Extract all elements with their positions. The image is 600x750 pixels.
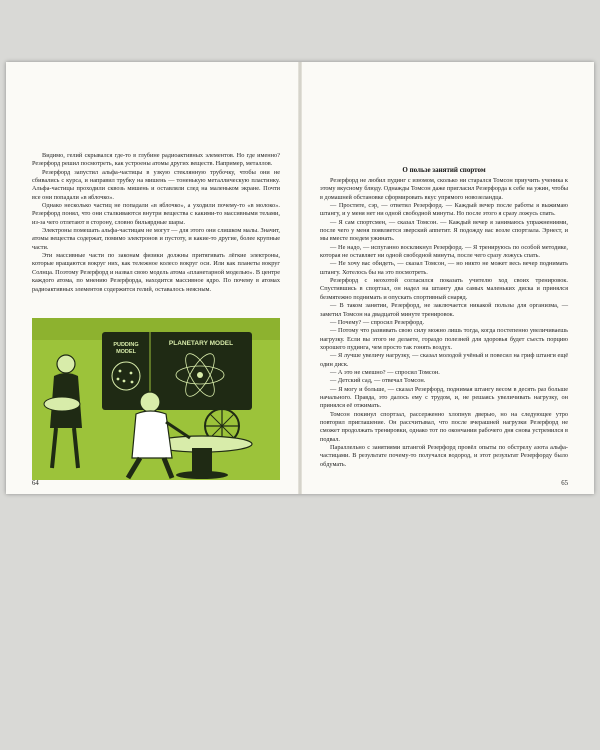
paragraph: — Я могу и больше, — сказал Резерфорд, поднимая штангу весом в десять раз больше начального. Правда, это далось ему с трудом, и, не решаясь увеличивать нагрузку, он принялся её отжимать. bbox=[320, 385, 568, 410]
paragraph: — Я сам спортсмен, — сказал Томсон. — Каждый вечер я занимаюсь упражнениями, после чего у меня появляется зверский аппетит. Я подожду вас возле спортзала. Эрнест, и мы вместе поедем ужинать. bbox=[320, 218, 568, 243]
paragraph: Резерфорд запустил альфа-частицы в узкую стеклянную трубочку, чтобы они не сбивались с курса, и направил трубку на мишень — тоненькую металлическую пластинку. Альфа-частицы проходили сквозь мишень и оставляли след на маленьком экране. Почти все они попадали «в яблочко». bbox=[32, 168, 280, 201]
page-number-left: 64 bbox=[32, 480, 39, 487]
paragraph: Эти массивные части по законам физики должны притягивать лёгкие электроны, которые вращаются вокруг них, как тележное колесо вокруг оси. Или как планеты вокруг Солнца. Поэтому Резерфорд и назвал свою модель атома «планетарной моделью». В центре каждого атома, по мнению Резерфорда, находится массивное ядро. По почему в атомах радиоактивных элементов содержится гелий, оставалось неясным. bbox=[32, 252, 280, 293]
paragraph: — Не хочу вас обидеть, — сказал Томсон, — но никто не может весь вечер поднимать штангу. Хотелось бы на это посмотреть. bbox=[320, 260, 568, 276]
paragraph: Томсон покинул спортзал, рассерженно хлопнув дверью, но на следующее утро повторил приглашение. Он рассчитывал, что после вчерашней нагрузки Резерфорд не сможет продолжать тренировки, однако тот по окончании рабочего дня снова устремился в подвал. bbox=[320, 410, 568, 443]
right-page-text bbox=[320, 177, 568, 469]
paragraph: Параллельно с занятиями штангой Резерфорд провёл опыты по обстрелу азота альфа-частицами. В результате почему-то получался водород, и этот результат Резерфорду было обдумать. bbox=[320, 444, 568, 468]
chapter-heading: О пользе занятий спортом bbox=[402, 166, 486, 174]
book-spread bbox=[6, 62, 594, 494]
paragraph: Однако несколько частиц не попадали «в яблочко», а уходили почему-то «в молоко». Резерфорд понял, что они сталкиваются внутри вещества с какими-то массивными телами, из-за чего отлетают в сторону, словно бильярдные шары. bbox=[32, 202, 280, 226]
paragraph: — Потому что развивать свою силу можно лишь тогда, когда постепенно увеличиваешь нагрузку. Если вы этого не делаете, гораздо полезней для здоровья будет съесть порцию хорошего пудинга, чем просто так гонять воздух. bbox=[320, 327, 568, 351]
paragraph: — В таком занятии, Резерфорд, не заключается никакой пользы для организма, — заметил Томсон на двадцатой минуте тренировок. bbox=[320, 302, 568, 318]
paragraph: — Почему? — спросил Резерфорд. bbox=[330, 318, 425, 326]
page-number-right: 65 bbox=[561, 480, 568, 487]
paragraph: Видимо, гелий скрывался где-то в глубине радиоактивных элементов. Но где именно? Резерфорд решил посмотреть, как устроены атомы других веществ. Например, металлов. bbox=[32, 152, 280, 168]
paragraph: — Я лучше увеличу нагрузку, — сказал молодой учёный и повесил на гриф штанги ещё один диск. bbox=[320, 352, 568, 368]
rutherford-illustration bbox=[32, 318, 280, 480]
paragraph: Резерфорд с неохотой согласился показать учителю ход своих тренировок. Спустившись в спортзал, он надел на штангу два самых маленьких диска и принялся безмятежно поднимать и опускать спортивный снаряд. bbox=[320, 277, 568, 301]
left-page bbox=[6, 62, 300, 494]
paragraph: — Не надо, — испуганно воскликнул Резерфорд. — Я тренируюсь по особой методике, которая не оставляет ни одной свободной минуты, после чего сразу ложусь спать. bbox=[320, 243, 568, 260]
paragraph: — Простите, сэр, — ответил Резерфорд. — Каждый вечер после работы я выжимаю штангу, и у меня нет ни одной свободной минуты. Но после этого я сразу ложусь спать. bbox=[320, 202, 568, 218]
paragraph: Электроны помешать альфа-частицам не могут — для этого они слишком малы. Значит, атомы вещества содержат, помимо электронов и пустоту, и какие-то другие, более крупные части. bbox=[32, 227, 280, 251]
board-label-pudding: PUDDING bbox=[113, 342, 139, 348]
paragraph: Резерфорд не любил пудинг с изюмом, сколько ни старался Томсон приучить ученика к этому вкусному блюду. Однажды Томсон даже пригласил Резерфорда к себе на ужин, чтобы в домашней обстановке сформировать вкус упрямого новозеландца. bbox=[320, 177, 568, 201]
paragraph: — А это не смешно? — спросил Томсон. bbox=[330, 368, 440, 376]
paragraph: — Детский сад, — отвечал Томсон. bbox=[330, 377, 426, 385]
board-label-pudding-model: MODEL bbox=[116, 349, 136, 355]
left-page-text bbox=[32, 152, 280, 294]
right-page bbox=[300, 62, 594, 494]
board-label-planetary: PLANETARY MODEL bbox=[168, 340, 234, 347]
